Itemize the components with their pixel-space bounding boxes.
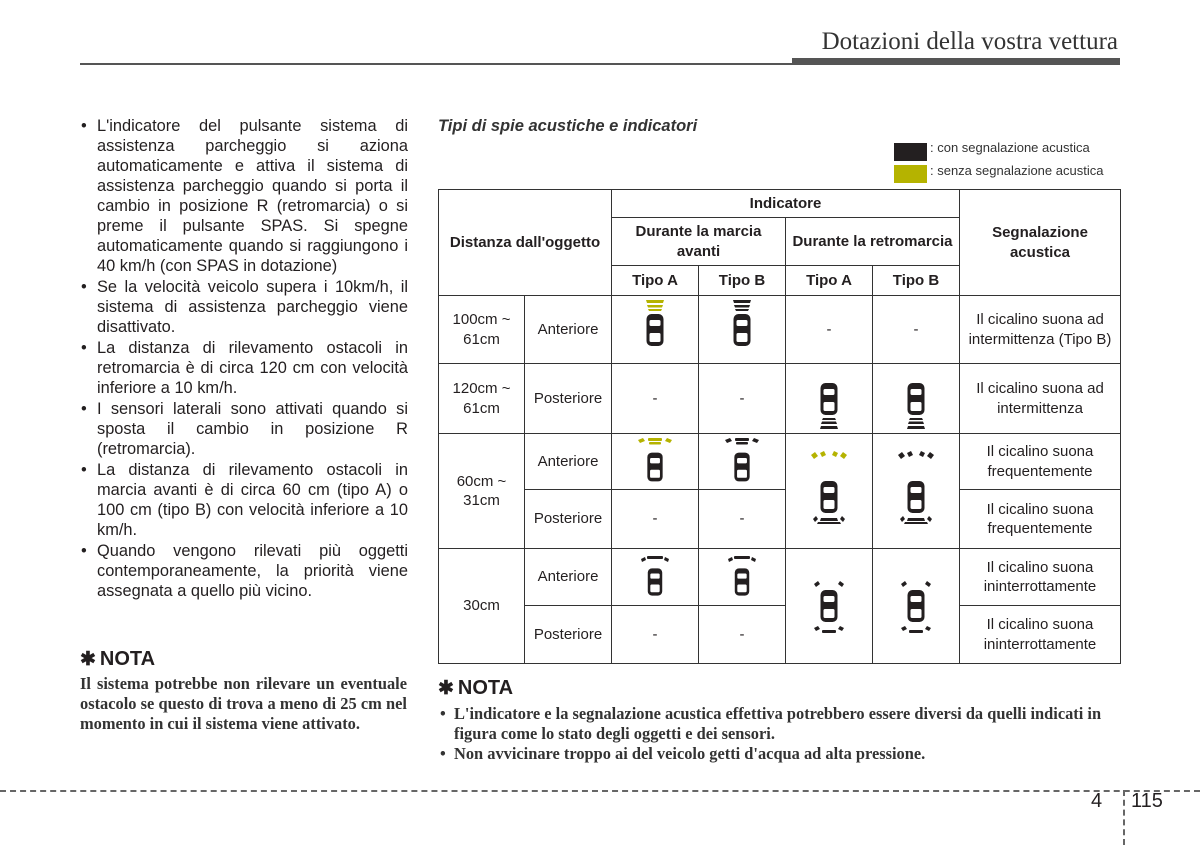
- cell-dash: -: [873, 296, 960, 364]
- car-rear-warning-icon: [814, 367, 844, 431]
- cell-signal: Il cicalino suona ad intermittenza: [960, 364, 1121, 434]
- info-bullet-list: [80, 116, 408, 602]
- asterisk-icon: ✱: [438, 678, 454, 699]
- car-side-sensors-yellow-icon: [807, 451, 851, 531]
- bullet-item: • I sensori laterali sono attivati quando si sposta il cambio in posizione R (retromarcia).: [80, 399, 408, 459]
- header-tipo-a: Tipo A: [612, 266, 699, 296]
- legend-swatch-acoustic: [894, 143, 927, 161]
- section-number: 4: [1091, 790, 1103, 812]
- legend-swatch-silent: [894, 165, 927, 183]
- bullet-item: • La distanza di rilevamento ostacoli in marcia avanti è di circa 60 cm (tipo A) o 100 cm (tipo B) con velocità inferiore a 10 km/h.: [80, 460, 408, 540]
- legend-label-silent: : senza segnalazione acustica: [930, 163, 1104, 178]
- nota-list-right: [438, 704, 1128, 764]
- cell-signal: Il cicalino suona frequentemente: [960, 434, 1121, 490]
- car-front-warning-yellow-icon: [640, 298, 670, 362]
- cell-position: Posteriore: [525, 490, 612, 549]
- header-distanza: Distanza dall'oggetto: [439, 190, 612, 296]
- indicator-table: [438, 189, 1121, 664]
- car-all-sensors-close-icon: [896, 576, 936, 636]
- header-tipo-a: Tipo A: [786, 266, 873, 296]
- page-header-title: Dotazioni della vostra vettura: [821, 28, 1118, 55]
- header-avanti: Durante la marcia avanti: [612, 218, 786, 266]
- car-front-warning-black-icon: [727, 298, 757, 362]
- legend-label-acoustic: : con segnalazione acustica: [930, 140, 1090, 155]
- bullet-item: • La distanza di rilevamento ostacoli in retromarcia è di circa 120 cm con velocità inferiore a 10 km/h.: [80, 338, 408, 398]
- cell-distance: 100cm ~ 61cm: [439, 296, 525, 364]
- cell-position: Anteriore: [525, 434, 612, 490]
- cell-signal: Il cicalino suona ininterrottamente: [960, 606, 1121, 664]
- cell-position: Anteriore: [525, 296, 612, 364]
- cell-dash: -: [699, 490, 786, 549]
- car-front-sensors-black-icon: [722, 436, 762, 488]
- footer-dashed-rule: [0, 790, 1200, 792]
- header-indicatore: Indicatore: [612, 190, 960, 218]
- cell-distance: 60cm ~ 31cm: [439, 434, 525, 549]
- cell-position: Posteriore: [525, 606, 612, 664]
- cell-position: Anteriore: [525, 549, 612, 606]
- cell-distance: 30cm: [439, 549, 525, 664]
- cell-signal: Il cicalino suona ininterrottamente: [960, 549, 1121, 606]
- header-tipo-b: Tipo B: [873, 266, 960, 296]
- nota-heading-right: ✱ NOTA: [438, 677, 514, 699]
- car-front-sensors-yellow-icon: [635, 436, 675, 488]
- car-all-sensors-close-icon: [809, 576, 849, 636]
- bullet-item: • Se la velocità veicolo supera i 10km/h, il sistema di assistenza parcheggio viene disattivato.: [80, 277, 408, 337]
- nota-item: • L'indicatore e la segnalazione acustica effettiva potrebbero essere diversi da quelli indicati in figura come lo stato degli oggetti e dei sensori.: [438, 704, 1128, 744]
- table-title: Tipi di spie acustiche e indicatori: [438, 117, 698, 135]
- page-divider: [1123, 790, 1125, 845]
- car-side-sensors-black-icon: [894, 451, 938, 531]
- cell-distance: 120cm ~ 61cm: [439, 364, 525, 434]
- cell-signal: Il cicalino suona frequentemente: [960, 490, 1121, 549]
- cell-signal: Il cicalino suona ad intermittenza (Tipo B): [960, 296, 1121, 364]
- header-rule-accent: [792, 58, 1120, 65]
- page-number: 115: [1131, 790, 1163, 812]
- car-front-close-icon: [724, 554, 760, 600]
- bullet-item: • L'indicatore del pulsante sistema di assistenza parcheggio si aziona automaticamente e attiva il sistema di assistenza parcheggio quando si porta il cambio in posizione R (retromarcia) o si preme il pulsante SPAS. Si spegne automaticamente quando si raggiungono i 40 km/h (con SPAS in dotazione): [80, 116, 408, 276]
- cell-dash: -: [612, 490, 699, 549]
- header-retro: Durante la retromarcia: [786, 218, 960, 266]
- cell-dash: -: [699, 606, 786, 664]
- car-front-close-icon: [637, 554, 673, 600]
- cell-dash: -: [699, 364, 786, 434]
- nota-heading-left: ✱ NOTA: [80, 648, 156, 670]
- header-tipo-b: Tipo B: [699, 266, 786, 296]
- cell-dash: -: [612, 606, 699, 664]
- cell-dash: -: [612, 364, 699, 434]
- cell-position: Posteriore: [525, 364, 612, 434]
- nota-text-left: Il sistema potrebbe non rilevare un eventuale ostacolo se questo di trova a meno di 25 cm nel momento in cui il sistema viene attivato.: [80, 674, 407, 733]
- header-segnalazione: Segnalazione acustica: [960, 190, 1121, 296]
- cell-dash: -: [786, 296, 873, 364]
- bullet-item: • Quando vengono rilevati più oggetti contemporaneamente, la priorità viene assegnata a quello più vicino.: [80, 541, 408, 601]
- nota-item: • Non avvicinare troppo ai del veicolo getti d'acqua ad alta pressione.: [438, 744, 1128, 764]
- car-rear-warning-icon: [901, 367, 931, 431]
- asterisk-icon: ✱: [80, 649, 96, 670]
